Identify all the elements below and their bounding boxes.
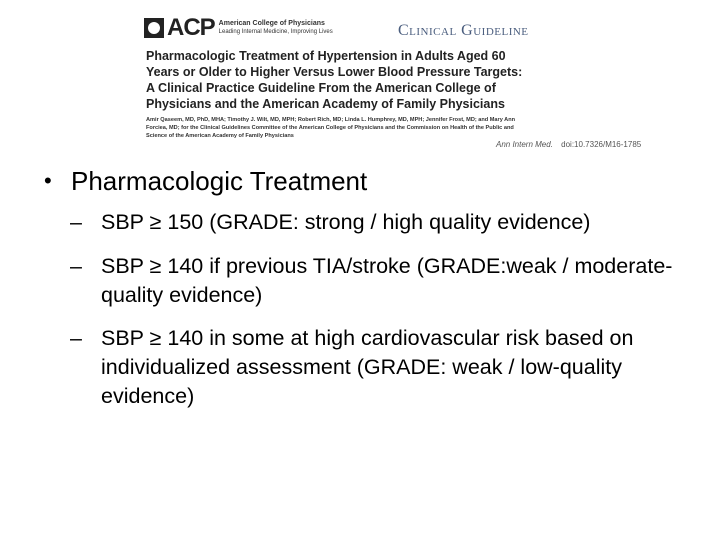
acp-logo-tagline: Leading Internal Medicine, Improving Lives	[218, 29, 333, 35]
journal-name: Ann Intern Med.	[496, 140, 553, 149]
bullet-dot: •	[44, 168, 52, 193]
article-doi: doi:10.7326/M16-1785	[561, 140, 642, 149]
sub-bullet-dash: –	[70, 210, 82, 234]
sub-bullet-text: SBP ≥ 150 (GRADE: strong / high quality evidence)	[101, 210, 591, 234]
article-authors: Amir Qaseem, MD, PhD, MHA; Timothy J. Wilt, MD, MPH; Robert Rich, MD; Linda L. Humphrey, MD, MPH; Jennifer Frost, MD; and Mary Ann Forciea, MD; for the Clinical Guidelines Committee of the American College of Physicians and the Commission on Health of the Public and Science of the American Academy of Family Physicians	[146, 117, 516, 139]
clinical-guideline-tag: Clinical Guideline	[398, 22, 529, 39]
sub-bullet-text: SBP ≥ 140 if previous TIA/stroke (GRADE:weak / moderate-quality evidence)	[101, 254, 673, 307]
sub-bullet-dash: –	[70, 254, 82, 278]
sub-bullet-dash: –	[70, 326, 82, 350]
main-bullet-text: Pharmacologic Treatment	[71, 166, 368, 196]
acp-logo-abbr: ACP	[167, 14, 215, 41]
acp-logo-name: American College of Physicians	[218, 20, 325, 27]
article-title: Pharmacologic Treatment of Hypertension in Adults Aged 60 Years or Older to Higher Versus Lower Blood Pressure Targets: A Clinical Practice Guideline From the American College of Physicians and the American Academy of Family Physicians	[146, 49, 523, 111]
sub-bullet-text: SBP ≥ 140 in some at high cardiovascular risk based on individualized assessment (GRADE: weak / low-quality evidence)	[101, 326, 634, 408]
